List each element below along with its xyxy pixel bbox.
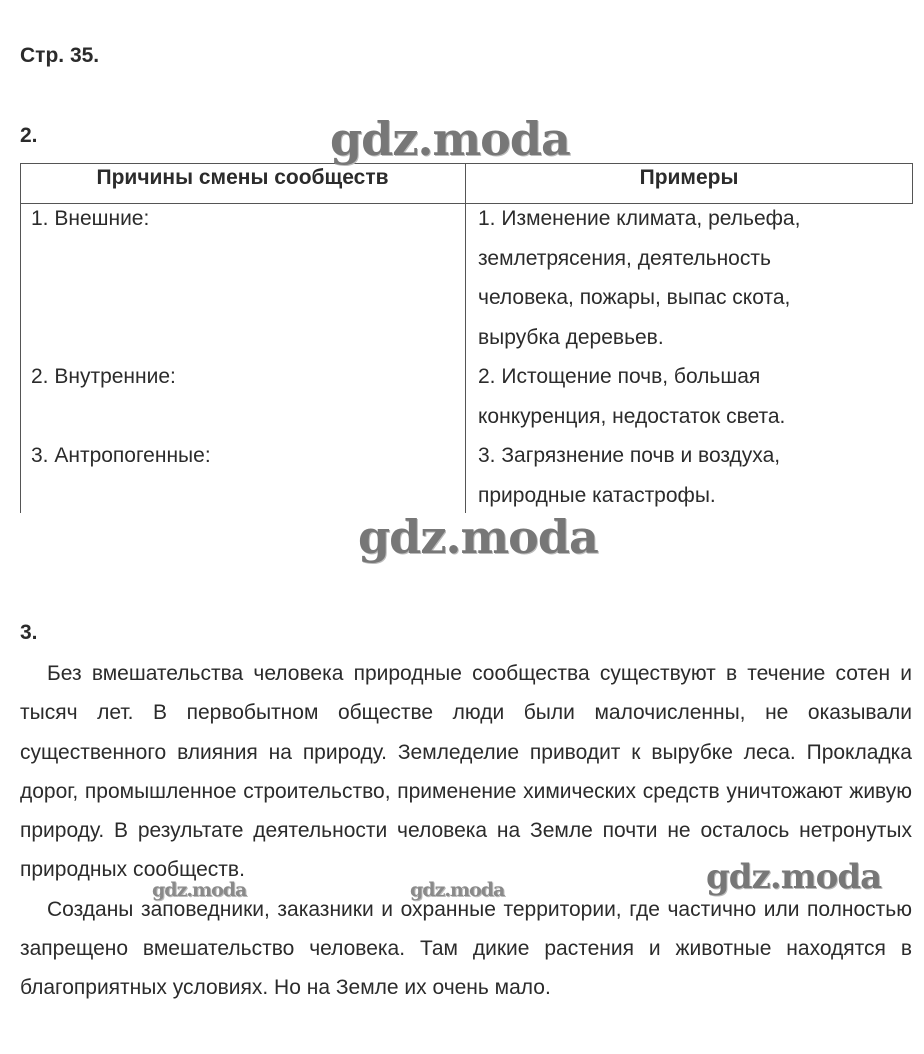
table-column-divider (465, 163, 466, 513)
example-line: 1. Изменение климата, рельефа, (478, 207, 801, 230)
header-examples: Примеры (639, 166, 739, 189)
example-line: 2. Истощение почв, большая (478, 365, 761, 388)
example-line: человека, пожары, выпас скота, (478, 286, 791, 309)
header-causes: Причины смены сообществ (96, 166, 389, 189)
watermark: gdz.moda (706, 857, 882, 897)
example-line: вырубка деревьев. (478, 325, 664, 349)
watermark: gdz.moda (152, 879, 247, 901)
community-change-table (20, 163, 913, 513)
table-right-border (912, 163, 913, 203)
example-line: землетрясения, деятельность (478, 246, 771, 270)
table-left-border (20, 163, 21, 513)
cause-anthropogenic: 3. Антропогенные: (31, 444, 211, 467)
example-line: природные катастрофы. (478, 483, 716, 507)
example-line: конкуренция, недостаток света. (478, 404, 786, 428)
task-3-answer (20, 654, 912, 1008)
task-3-number: 3. (20, 621, 38, 644)
example-internal (478, 357, 908, 436)
cause-external: 1. Внешние: (31, 207, 150, 230)
example-line: 3. Загрязнение почв и воздуха, (478, 444, 781, 467)
watermark: gdz.moda (330, 112, 570, 166)
paragraph: Созданы заповедники, заказники и охранные территории, где частично или полностью запрещено вмешательство человека. Там дикие растения и животные находятся в благоприятных условиях. Но на Земле их очень мало. (20, 897, 912, 1000)
page-number: Стр. 35. (20, 44, 100, 67)
cause-internal: 2. Внутренние: (31, 365, 176, 388)
paragraph: Без вмешательства человека природные сообщества существуют в течение сотен и тысяч лет. В первобытном обществе люди были малочисленны, не оказывали существенного влияния на природу. Земледелие приводит к вырубке леса. Прокладка дорог, промышленное строительство, применение химических средств уничтожают живую природу. В результате деятельности человека на Земле почти не осталось нетронутых природных сообществ. (20, 662, 912, 882)
watermark: gdz.moda (410, 879, 505, 901)
task-2-number: 2. (20, 124, 38, 147)
example-anthropogenic (478, 436, 908, 515)
watermark: gdz.moda (358, 510, 598, 564)
example-external (478, 199, 908, 357)
